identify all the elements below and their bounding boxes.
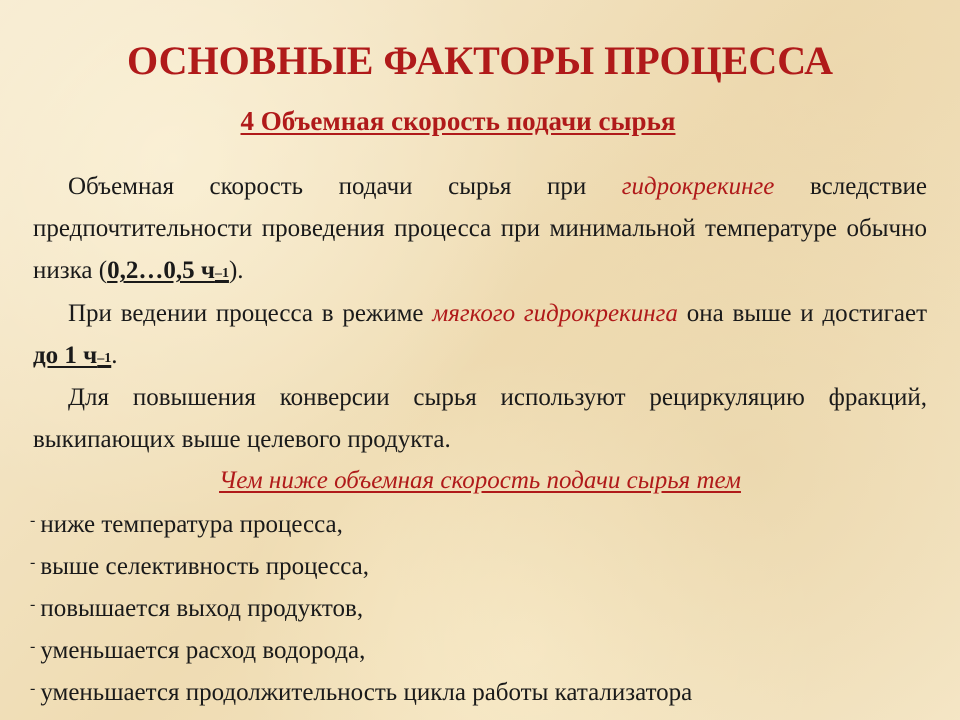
- slide-title: ОСНОВНЫЕ ФАКТОРЫ ПРОЦЕССА: [126, 38, 834, 83]
- paragraph-1-text-after: ).: [228, 257, 244, 284]
- space-velocity-range-unit-exponent: –1: [214, 266, 229, 281]
- list-item-text: выше селективность процесса,: [40, 553, 370, 580]
- list-item: [30, 672, 930, 714]
- list-item-text: уменьшается расход водорода,: [40, 637, 366, 664]
- effects-list: [30, 504, 930, 714]
- paragraph-recirculation: Для повышения конверсии сырья используют рециркуляцию фракций, выкипающих выше целевого продукта.: [33, 384, 927, 453]
- paragraph-1-text-middle: вследствие предпочтительности проведения процесса при минимальной температуре обычно низка (: [33, 173, 927, 284]
- dash-bullet-icon: -: [30, 512, 36, 529]
- dash-bullet-icon: -: [30, 680, 36, 697]
- paragraph-2-text-after: .: [111, 342, 118, 369]
- highlight-hydrocracking: гидрокрекинге: [621, 173, 775, 200]
- list-item: [30, 546, 930, 588]
- list-item: [30, 504, 930, 546]
- list-item: [30, 630, 930, 672]
- mild-space-velocity-value: [33, 342, 111, 369]
- mild-space-velocity-unit-exponent: –1: [97, 351, 112, 366]
- paragraph-mild-hydrocracking: [33, 293, 927, 381]
- space-velocity-range-value: 0,2…0,5 ч: [107, 257, 215, 284]
- paragraph-hydrocracking: [33, 166, 927, 296]
- highlight-mild-hydrocracking: мягкого гидрокрекинга: [432, 300, 678, 327]
- dash-bullet-icon: -: [30, 638, 36, 655]
- paragraph-1-text-before: Объемная скорость подачи сырья при: [68, 173, 622, 200]
- paragraph-2-text-middle: она выше и достигает: [677, 300, 927, 327]
- list-item-text: уменьшается продолжительность цикла работы катализатора: [40, 679, 693, 706]
- space-velocity-range: [107, 257, 229, 284]
- dash-bullet-icon: -: [30, 596, 36, 613]
- mild-space-velocity-value-text: до 1 ч: [33, 342, 98, 369]
- paragraph-2-text-before: При ведении процесса в режиме: [68, 300, 433, 327]
- dash-bullet-icon: -: [30, 554, 36, 571]
- list-item-text: повышается выход продуктов,: [40, 595, 364, 622]
- conclusion-heading: Чем ниже объемная скорость подачи сырья тем: [219, 467, 741, 494]
- slide-subtitle: 4 Объемная скорость подачи сырья: [240, 106, 676, 136]
- list-item-text: ниже температура процесса,: [40, 511, 343, 538]
- list-item: [30, 588, 930, 630]
